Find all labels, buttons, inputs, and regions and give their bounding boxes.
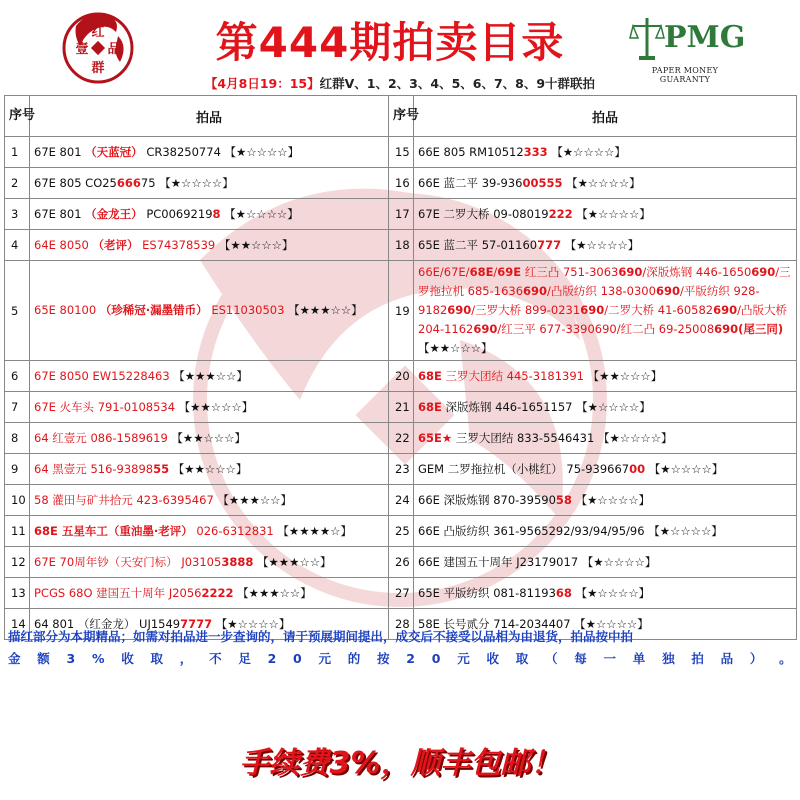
lot-text: CR38250774 【★☆☆☆☆】 [142,145,300,159]
notice-char: ， [179,651,193,666]
notice-char: 元 [318,651,332,666]
logo-char: 红 [91,25,105,40]
lot-number: 17 [389,199,414,230]
pmg-subtitle: PAPER MONEY GUARANTY [651,66,719,84]
lot-text: 【★☆☆☆☆】 [645,462,724,476]
table-row [5,230,797,261]
lot-number: 14 [5,609,30,640]
lot-description [414,423,797,454]
lot-description [30,230,389,261]
catalog-title: 第444期拍卖目录 [215,18,565,67]
lot-text: /凸版纺织 138-0300 [547,284,656,298]
notice-char: 元 [457,651,470,666]
notice-char: 收 [486,651,499,666]
lot-description [30,516,389,547]
lot-text: 68E 五星车工 [34,524,108,538]
lot-text: 【★★☆☆☆】 [167,431,246,445]
lot-text: (尾三同) [738,322,784,336]
lot-text: 64 红壹元 086-1589619 [34,431,168,445]
auction-notice [8,626,792,670]
table-row [5,423,797,454]
col-header-number: 序号 [5,96,30,137]
lot-text: 75 【★☆☆☆☆】 [140,176,234,190]
lot-description [30,578,389,609]
auction-groups: 红群Ⅴ、1、2、3、4、5、6、7、8、9十群联拍 [319,76,596,91]
lot-number: 9 [5,454,30,485]
lot-text: 69E [497,265,522,279]
lot-text: /三罗大桥 899-0231 [471,303,581,317]
lot-text: 67E 70周年钞（天安门标） J03105 [34,555,222,569]
table-row [5,361,797,392]
table-row [5,578,797,609]
col-header-item: 拍品 [30,96,389,137]
lot-text: 68E [418,400,442,414]
lot-text: （金龙王） [85,207,143,221]
col-header-item: 拍品 [414,96,797,137]
lot-text: 777 [537,238,562,252]
lot-text: 690 [447,303,472,317]
lot-text: 68E [469,265,494,279]
lot-number: 2 [5,168,30,199]
notice-char: 0 [293,651,302,666]
lot-text: 64E 8050 [34,238,93,252]
notice-char: 取 [150,651,164,666]
lot-number: 19 [389,261,414,361]
table-row [5,392,797,423]
lot-text: 65E 80100 [34,303,100,317]
lot-text: /深版炼钢 446-1650 [642,265,752,279]
table-row [5,547,797,578]
lot-number: 3 [5,199,30,230]
lot-number: 23 [389,454,414,485]
catalog-header [0,0,800,96]
lot-text: 三罗大团结 833-5546431 【★☆☆☆☆】 [452,431,673,445]
lot-description [30,168,389,199]
notice-char: 独 [662,651,675,666]
lot-text: /凸版大桥 204-1162 [418,303,788,336]
lot-description [414,454,797,485]
lot-text: /三罗拖拉机 685-1636 [418,265,791,298]
lot-text: 65E 平版纺织 081-81193 [418,586,556,600]
scales-of-justice-icon [630,14,664,62]
lot-description [414,547,797,578]
lot-number: 13 [5,578,30,609]
lot-text: 690 [473,322,498,336]
logo-char: 品 [107,42,121,57]
lot-text: 67E 801 [34,207,86,221]
lot-number: 1 [5,137,30,168]
table-row [5,168,797,199]
lot-text: PCGS 68O 建国五十周年 J2056 [34,586,202,600]
lot-text: 690 [523,284,548,298]
notice-char: 金 [8,651,21,666]
lot-number: 20 [389,361,414,392]
lot-text: 三罗大团结 445-3181391 [441,369,584,383]
lot-text: 【★★★☆☆】 [233,586,312,600]
fee-banner: 手续费3%，顺丰包邮！ [239,746,561,781]
catalog-table [4,95,797,640]
lot-description [414,230,797,261]
lot-number: 21 [389,392,414,423]
lot-text: 【★★★☆☆】 [253,555,332,569]
pmg-wordmark: PMG [664,20,746,55]
lot-number: 22 [389,423,414,454]
notice-char: 2 [406,651,415,666]
lot-number: 11 [5,516,30,547]
lot-text: 67E 二罗大桥 09-08019 [418,207,549,221]
lot-text: （老评） [92,238,139,252]
lot-text: （珍稀冠·漏墨错币） [99,303,208,317]
lot-text: 690 [751,265,776,279]
lot-text: ES74378539 [138,238,216,252]
lot-number: 18 [389,230,414,261]
lot-text: 690 [713,303,738,317]
lot-text: 【★★☆☆☆】 [418,341,493,355]
lot-text: 333 [523,145,548,159]
lot-text: 67E 805 CO25 [34,176,117,190]
lot-text: 66E 凸版纺织 361-9565292/93/94/95/96 【★☆☆☆☆】 [418,524,723,538]
lot-text: 【★★★☆☆】 [213,493,292,507]
lot-text: /红三平 677-3390690/红二凸 69-25008 [497,322,715,336]
lot-description [30,361,389,392]
lot-number: 15 [389,137,414,168]
lot-text: 67E 801 [34,145,86,159]
lot-number: 12 [5,547,30,578]
lot-text: 65E 蓝二平 57-01160 [418,238,538,252]
notice-line-2 [8,648,792,670]
auction-subtitle [0,74,800,92]
lot-text: 【★☆☆☆☆】 [561,238,640,252]
lot-text: 67E 火车头 791-0108534 [34,400,176,414]
lot-text: 【★☆☆☆☆】 [220,207,299,221]
lot-text: 【★☆☆☆☆】 [547,145,626,159]
lot-description [30,485,389,516]
lot-text: 65E★ [418,431,453,445]
lot-text: 690 [655,284,680,298]
notice-char: 0 [431,651,441,666]
lot-text: 3888 [221,555,254,569]
notice-line-1: 描红部分为本期精品；如需对拍品进一步查询的，请于预展期间提出，成交后不接受以品相为由退货，拍品按中拍 [8,629,634,644]
lot-text: 66E 805 RM10512 [418,145,524,159]
lot-text: 64 黑壹元 516-93898 [34,462,154,476]
lot-number: 7 [5,392,30,423]
lot-text: 红三凸 751-3063 [521,265,619,279]
lot-number: 5 [5,261,30,361]
lot-text: 58 灌田与矿井拾元 423-6395467 [34,493,214,507]
lot-number: 28 [389,609,414,640]
lot-text: 690 [580,303,605,317]
lot-number: 6 [5,361,30,392]
lot-number: 25 [389,516,414,547]
notice-char: 不 [209,651,222,666]
lot-text: 00555 [522,176,563,190]
lot-number: 4 [5,230,30,261]
lot-text: ES11030503 [207,303,285,317]
lot-description [30,454,389,485]
lot-description [30,423,389,454]
lot-description [414,199,797,230]
table-row [5,454,797,485]
notice-char: 取 [515,651,529,666]
lot-number: 27 [389,578,414,609]
lot-description [414,392,797,423]
notice-char: 的 [347,651,361,666]
lot-text: 66E 深版炼钢 870-39590 [418,493,556,507]
lot-text: 64 801 （红金龙） UJ1549 [34,617,181,631]
lot-description [414,261,797,361]
lot-description [30,137,389,168]
lot-description [30,547,389,578]
notice-char: 3 [66,651,76,666]
lot-text: 222 [548,207,573,221]
lot-number: 16 [389,168,414,199]
lot-text: 68 [555,586,572,600]
lot-text: 66E/67E/ [418,265,470,279]
logo-char: 群 [91,61,105,76]
lot-text: 【★☆☆☆☆】 [571,493,651,507]
lot-text: 【★★☆☆☆】 [584,369,663,383]
lot-number: 24 [389,485,414,516]
lot-text: 【★★☆☆☆】 [175,400,254,414]
lot-text: 【★★★☆☆】 [284,303,363,317]
table-row [5,516,797,547]
lot-description [414,485,797,516]
lot-text: 深版炼钢 446-1651157 【★☆☆☆☆】 [441,400,651,414]
lot-text: 【★☆☆☆☆】 [212,617,291,631]
notice-char: 单 [632,651,646,666]
lot-text: 00 [629,462,646,476]
lot-text: 【★★★☆☆】 [169,369,248,383]
lot-text: /平版纺织 928-9182 [418,284,760,317]
lot-text: 58E 长号贰分 714-2034407 【★☆☆☆☆】 [418,617,649,631]
lot-text: （天蓝冠） [85,145,143,159]
lot-text: 【★★☆☆☆】 [215,238,294,252]
lot-text: 【★☆☆☆☆】 [562,176,641,190]
lot-text: 55 [153,462,170,476]
auction-date: 【4月8日19：15】 [204,76,320,91]
notice-char: 拍 [691,651,704,666]
lot-text: （重油墨·老评） [107,524,193,538]
lot-text: 67E 8050 EW15228463 [34,369,170,383]
notice-char: 足 [238,651,251,666]
table-row [5,261,797,361]
lot-description [414,361,797,392]
lot-number: 26 [389,547,414,578]
notice-char: 按 [377,651,390,666]
lot-description [30,261,389,361]
notice-char: （ [545,651,558,666]
lot-description [414,578,797,609]
lot-number: 8 [5,423,30,454]
lot-text: 2222 [201,586,234,600]
lot-description [414,137,797,168]
lot-description [414,168,797,199]
notice-char: 一 [603,651,617,666]
lot-text: 690 [714,322,739,336]
lot-text: PC0069219 [142,207,213,221]
notice-char: 。 [779,651,792,666]
notice-char: 每 [574,651,587,666]
table-row [5,485,797,516]
lot-text: 【★☆☆☆☆】 [572,207,651,221]
lot-text: 026-6312831 [192,524,274,538]
table-row [5,137,797,168]
notice-char: 收 [121,651,134,666]
notice-char: 2 [267,651,277,666]
table-row [5,199,797,230]
lot-text: /二罗大桥 41-60582 [604,303,714,317]
lot-text: 【★☆☆☆☆】 [571,586,651,600]
lot-text: 66E 建国五十周年 J23179017 【★☆☆☆☆】 [418,555,657,569]
lot-text: 【★★☆☆☆】 [169,462,248,476]
lot-description [414,516,797,547]
lot-text: 7777 [180,617,213,631]
lot-text: 【★★★★☆】 [273,524,352,538]
lot-text: 66E 蓝二平 39-936 [418,176,523,190]
notice-char: % [91,651,105,666]
notice-char: 额 [37,651,50,666]
lot-text: 8 [212,207,221,221]
lot-text: / [493,265,498,279]
lot-text: 666 [116,176,141,190]
col-header-number: 序号 [389,96,414,137]
notice-char: 品 [720,651,734,666]
lot-description [30,392,389,423]
lot-text: GEM 二罗拖拉机（小桃红） 75-939667 [418,462,630,476]
notice-char: ） [749,651,763,666]
lot-text: 690 [618,265,643,279]
lot-text: 58 [555,493,572,507]
lot-text: 68E [418,369,442,383]
logo-char: 壹 [75,42,89,57]
lot-description [30,199,389,230]
lot-number: 10 [5,485,30,516]
